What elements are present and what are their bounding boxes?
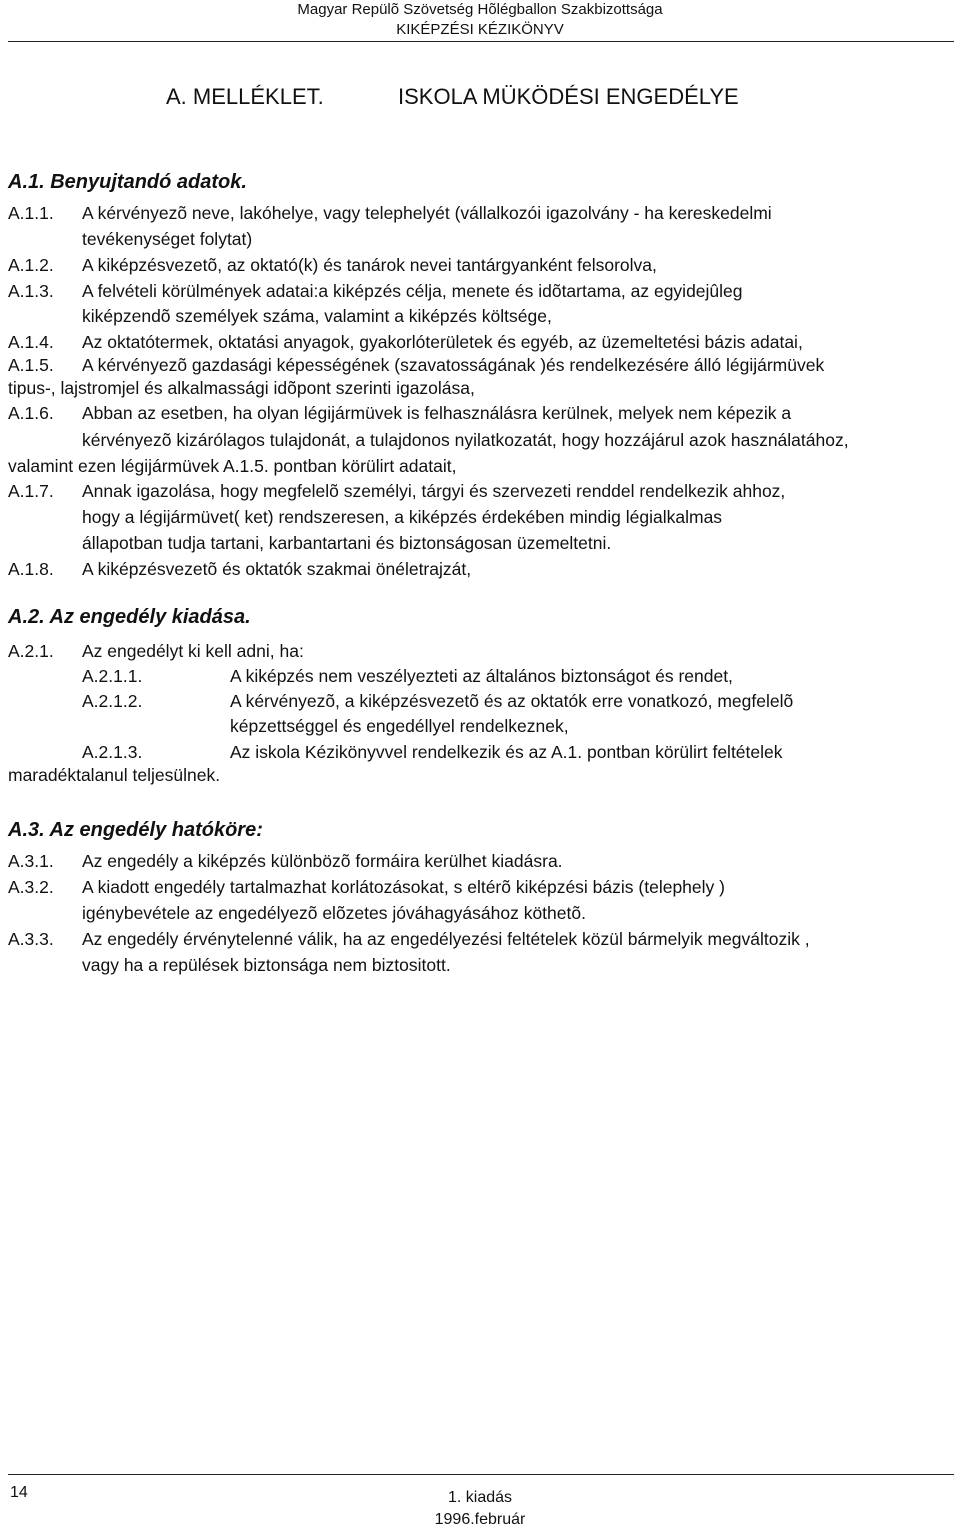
header-rule [8, 41, 954, 42]
item-number: A.1.4. [8, 332, 54, 352]
item-number: A.1.2. [8, 255, 54, 275]
subitem-text-line: képzettséggel és engedéllyel rendelkeznek, [230, 716, 569, 736]
item-text-line: A kiképzésvezetõ, az oktató(k) és tanárok nevei tantárgyanként felsorolva, [82, 255, 657, 275]
section-heading-a1: A.1. Benyujtandó adatok. [8, 171, 247, 193]
item-number: A.1.3. [8, 281, 54, 301]
subitem-number: A.2.1.1. [82, 666, 143, 686]
subitem-text-line: A kérvényezõ, a kiképzésvezetõ és az oktatók erre vonatkozó, megfelelõ [230, 691, 794, 711]
item-text-line: kérvényezõ kizárólagos tulajdonát, a tulajdonos nyilatkozatát, hogy hozzájárul azok használatához, [82, 430, 849, 450]
item-text-line: A kérvényezõ gazdasági képességének (szavatosságának )és rendelkezésére álló légijármüvek [82, 355, 825, 375]
footer-rule [8, 1474, 954, 1475]
document-header-org: Magyar Repülõ Szövetség Hõlégballon Szakbizottsága [297, 1, 663, 18]
item-text-line: A kiképzésvezetõ és oktatók szakmai önéletrajzát, [82, 559, 472, 579]
item-text-line: Az engedély érvénytelenné válik, ha az engedélyezési feltételek közül bármelyik megváltozik , [82, 929, 810, 949]
section-heading-a3: A.3. Az engedély hatóköre: [8, 819, 263, 841]
page-number: 14 [10, 1484, 28, 1501]
item-text-line: Az engedélyt ki kell adni, ha: [82, 641, 304, 661]
subitem-text-line: Az iskola Kézikönyvvel rendelkezik és az A.1. pontban körülirt feltételek [230, 742, 783, 762]
annex-title: A. MELLÉKLET. [166, 84, 324, 109]
item-text-line: A kérvényezõ neve, lakóhelye, vagy telephelyét (vállalkozói igazolvány - ha kereskedelmi [82, 203, 772, 223]
item-number: A.1.5. [8, 355, 54, 375]
document-header-title: KIKÉPZÉSI KÉZIKÖNYV [396, 21, 564, 38]
item-text-line: Annak igazolása, hogy megfelelõ személyi, tárgyi és szervezeti renddel rendelkezik ahhoz, [82, 481, 786, 501]
item-text-line: állapotban tudja tartani, karbantartani és biztonságosan üzemeltetni. [82, 533, 612, 553]
item-text-line: vagy ha a repülések biztonsága nem biztositott. [82, 955, 451, 975]
subitem-text-line: maradéktalanul teljesülnek. [8, 765, 221, 785]
item-text-line: A kiadott engedély tartalmazhat korlátozásokat, s eltérõ kiképzési bázis (telephely ) [82, 877, 725, 897]
item-number: A.3.1. [8, 851, 54, 871]
footer-date: 1996.február [434, 1511, 526, 1528]
subitem-text-line: A kiképzés nem veszélyezteti az általános biztonságot és rendet, [230, 666, 733, 686]
item-text-line: kiképzendõ személyek száma, valamint a kiképzés költsége, [82, 306, 552, 326]
item-text-line: hogy a légijármüvet( ket) rendszeresen, a kiképzés érdekében mindig légialkalmas [82, 507, 723, 527]
annex-subtitle: ISKOLA MÜKÖDÉSI ENGEDÉLYE [398, 84, 739, 109]
item-number: A.3.2. [8, 877, 54, 897]
subitem-number: A.2.1.3. [82, 742, 143, 762]
item-text-line: valamint ezen légijármüvek A.1.5. pontban körülirt adatait, [8, 456, 457, 476]
item-number: A.1.6. [8, 403, 54, 423]
item-text-line: A felvételi körülmények adatai:a kiképzés célja, menete és idõtartama, az egyidejûleg [82, 281, 743, 301]
subitem-number: A.2.1.2. [82, 691, 143, 711]
item-number: A.1.8. [8, 559, 54, 579]
item-text-line: tevékenységet folytat) [82, 229, 253, 249]
item-number: A.1.1. [8, 203, 54, 223]
item-text-line: Abban az esetben, ha olyan légijármüvek is felhasználásra kerülnek, melyek nem képezik a [82, 403, 792, 423]
item-number: A.1.7. [8, 481, 54, 501]
section-heading-a2: A.2. Az engedély kiadása. [8, 606, 251, 628]
item-text-line: igénybevétele az engedélyezõ elõzetes jóváhagyásához köthetõ. [82, 903, 586, 923]
item-text-line: Az engedély a kiképzés különbözõ formáira kerülhet kiadásra. [82, 851, 563, 871]
item-number: A.2.1. [8, 641, 54, 661]
item-text-line: Az oktatótermek, oktatási anyagok, gyakorlóterületek és egyéb, az üzemeltetési bázis adatai, [82, 332, 803, 352]
item-text-line: tipus-, lajstromjel és alkalmassági idõpont szerinti igazolása, [8, 378, 475, 398]
item-number: A.3.3. [8, 929, 54, 949]
footer-edition: 1. kiadás [447, 1489, 513, 1506]
